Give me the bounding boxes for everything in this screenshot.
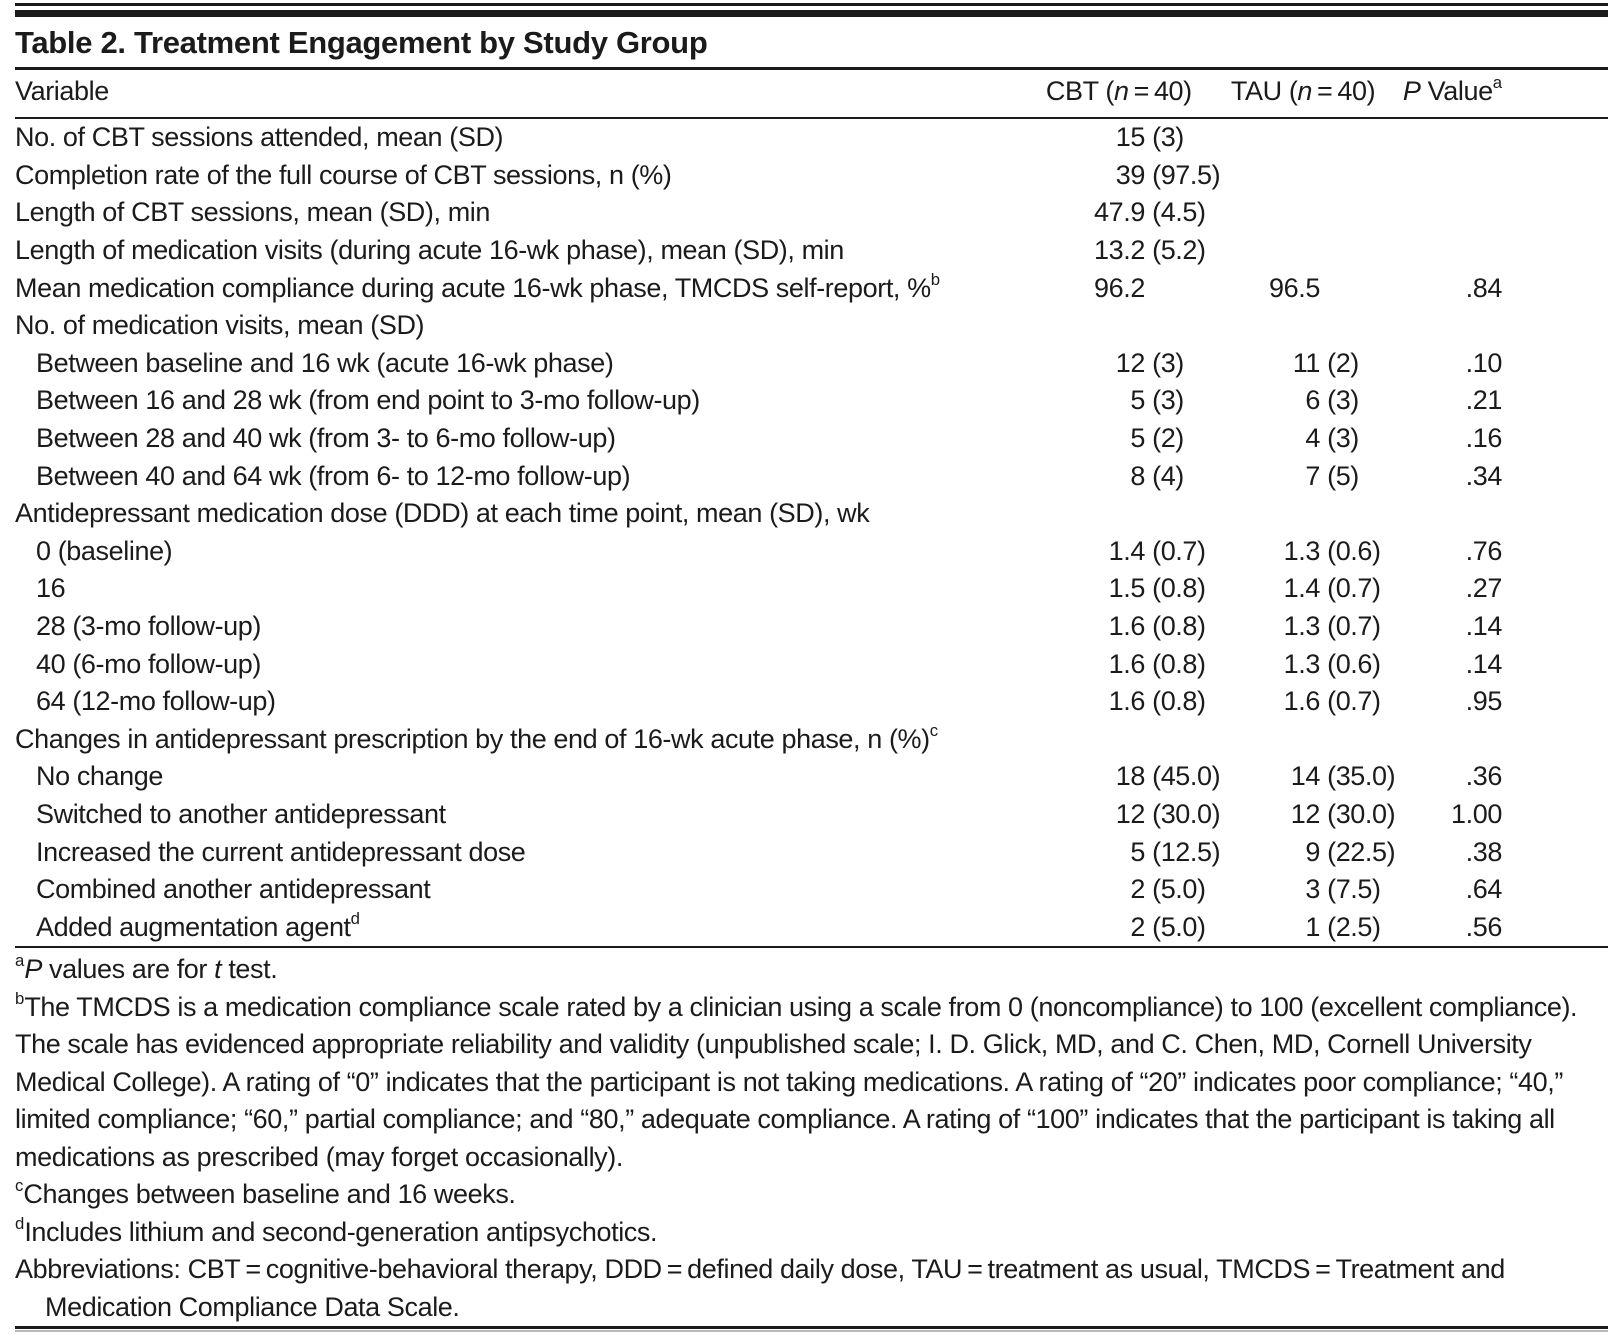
abbreviations-note bbox=[15, 1251, 1608, 1326]
text-segment: Changes in antidepressant prescription by the end of 16-wk acute phase, n (%) bbox=[15, 723, 930, 754]
cbt-value-number: 5 bbox=[1130, 836, 1145, 867]
tau-value-sd: (3) bbox=[1320, 385, 1359, 416]
p-value: .84 bbox=[1465, 272, 1502, 303]
cbt-value-number: 13.2 bbox=[1094, 235, 1145, 266]
p-value: .34 bbox=[1465, 460, 1502, 491]
row-label bbox=[15, 799, 1050, 830]
row-label bbox=[15, 197, 1050, 228]
tau-value-sd: (35.0) bbox=[1320, 761, 1396, 792]
cbt-value-sd: (2) bbox=[1145, 423, 1184, 454]
cbt-value-sd: (0.8) bbox=[1145, 648, 1206, 679]
text-segment: 40 (6-mo follow-up) bbox=[36, 648, 261, 679]
table-row bbox=[15, 457, 1608, 495]
cbt-value-number: 1.6 bbox=[1108, 611, 1145, 642]
text-segment: Increased the current antidepressant dose bbox=[36, 836, 526, 867]
superscript-marker: d bbox=[350, 909, 360, 929]
cbt-value-sd: (12.5) bbox=[1145, 836, 1221, 867]
cbt-value-sd: (5.2) bbox=[1145, 235, 1206, 266]
footnotes bbox=[15, 948, 1608, 1326]
cbt-value bbox=[1050, 649, 1235, 680]
text-segment: = 40) bbox=[1128, 76, 1192, 106]
tau-value bbox=[1235, 799, 1435, 830]
tau-value-number: 9 bbox=[1305, 836, 1320, 867]
tau-value bbox=[1235, 573, 1435, 604]
p-value: .56 bbox=[1465, 911, 1502, 942]
p-value: .64 bbox=[1465, 874, 1502, 905]
cbt-value-sd bbox=[1145, 273, 1235, 304]
column-header-variable bbox=[15, 76, 1018, 107]
tau-value-number: 3 bbox=[1305, 874, 1320, 905]
superscript-marker: d bbox=[15, 1213, 25, 1233]
tau-value-sd: (7.5) bbox=[1320, 874, 1381, 905]
cbt-value bbox=[1050, 461, 1235, 492]
cbt-value-number: 18 bbox=[1115, 761, 1145, 792]
tau-value-number: 1.3 bbox=[1283, 611, 1320, 642]
row-label bbox=[15, 461, 1050, 492]
row-label bbox=[15, 235, 1050, 266]
tau-value-number: 12 bbox=[1290, 798, 1320, 829]
cbt-value-sd: (3) bbox=[1145, 347, 1184, 378]
cbt-value-sd: (45.0) bbox=[1145, 761, 1221, 792]
cbt-value bbox=[1050, 686, 1235, 717]
row-label bbox=[15, 385, 1050, 416]
p-value: .76 bbox=[1465, 535, 1502, 566]
row-label bbox=[15, 686, 1050, 717]
table-row bbox=[15, 420, 1608, 458]
text-segment: No. of CBT sessions attended, mean (SD) bbox=[15, 122, 504, 153]
table-body bbox=[15, 119, 1608, 946]
row-label bbox=[15, 498, 1050, 529]
cbt-value-sd: (0.8) bbox=[1145, 686, 1206, 717]
tau-value bbox=[1235, 536, 1435, 567]
cbt-value-number: 12 bbox=[1115, 798, 1145, 829]
text-segment: Completion rate of the full course of CBT sessions, n (%) bbox=[15, 159, 672, 190]
tau-value-number: 1.4 bbox=[1283, 573, 1320, 604]
tau-value-number: 4 bbox=[1305, 423, 1320, 454]
p-value: .27 bbox=[1465, 573, 1502, 604]
cbt-value-number: 1.6 bbox=[1108, 686, 1145, 717]
text-segment: Switched to another antidepressant bbox=[36, 798, 446, 829]
cbt-value bbox=[1050, 573, 1235, 604]
cbt-value-number: 2 bbox=[1130, 911, 1145, 942]
text-segment: Changes between baseline and 16 weeks. bbox=[23, 1179, 516, 1210]
text-segment: t bbox=[214, 954, 222, 985]
cbt-value bbox=[1050, 197, 1235, 228]
superscript-marker: a bbox=[1492, 73, 1502, 93]
cbt-value-sd: (0.7) bbox=[1145, 535, 1206, 566]
cbt-value bbox=[1050, 348, 1235, 379]
cbt-value-sd: (4.5) bbox=[1145, 197, 1206, 228]
column-header-tau bbox=[1203, 76, 1403, 107]
text-segment: Length of medication visits (during acute 16-wk phase), mean (SD), min bbox=[15, 235, 844, 266]
cbt-value-sd: (30.0) bbox=[1145, 798, 1221, 829]
top-thick-rule bbox=[15, 10, 1608, 17]
cbt-value-sd: (0.8) bbox=[1145, 573, 1206, 604]
tau-value bbox=[1235, 461, 1435, 492]
table-row bbox=[15, 345, 1608, 383]
table-row bbox=[15, 495, 1608, 533]
tau-value-sd: (2.5) bbox=[1320, 911, 1381, 942]
superscript-marker: a bbox=[15, 951, 25, 971]
p-value: .10 bbox=[1465, 347, 1502, 378]
table-row bbox=[15, 608, 1608, 646]
row-label bbox=[15, 160, 1050, 191]
column-header-pvalue bbox=[1402, 73, 1502, 107]
tau-value-number: 96.5 bbox=[1269, 272, 1320, 303]
cbt-value bbox=[1050, 423, 1235, 454]
footnote-b bbox=[15, 989, 1608, 1177]
tau-value bbox=[1235, 273, 1435, 304]
table-row bbox=[15, 683, 1608, 721]
tau-value-sd: (0.6) bbox=[1320, 535, 1381, 566]
tau-value bbox=[1235, 348, 1435, 379]
cbt-value bbox=[1050, 837, 1235, 868]
table-row bbox=[15, 157, 1608, 195]
text-segment: TAU ( bbox=[1230, 76, 1298, 106]
tau-value bbox=[1235, 611, 1435, 642]
table-row bbox=[15, 119, 1608, 157]
row-label bbox=[15, 721, 1050, 755]
table-row bbox=[15, 269, 1608, 307]
row-label bbox=[15, 270, 1050, 304]
text-segment: CBT ( bbox=[1045, 76, 1114, 106]
bottom-gray-rule bbox=[15, 1330, 1608, 1332]
superscript-marker: c bbox=[929, 721, 939, 741]
tau-value-sd: (0.7) bbox=[1320, 686, 1381, 717]
text-segment: Combined another antidepressant bbox=[36, 874, 431, 905]
row-label bbox=[15, 423, 1050, 454]
table-row bbox=[15, 833, 1608, 871]
p-value: 1.00 bbox=[1451, 798, 1502, 829]
text-segment: 28 (3-mo follow-up) bbox=[36, 611, 261, 642]
cbt-value bbox=[1050, 235, 1235, 266]
table-row bbox=[15, 570, 1608, 608]
text-segment: P bbox=[1402, 76, 1421, 106]
tau-value bbox=[1235, 912, 1435, 943]
tau-value-number: 1.3 bbox=[1283, 535, 1320, 566]
table-row bbox=[15, 758, 1608, 796]
p-value: .21 bbox=[1465, 385, 1502, 416]
row-label bbox=[15, 122, 1050, 153]
cbt-value-number: 1.5 bbox=[1108, 573, 1145, 604]
cbt-value bbox=[1050, 611, 1235, 642]
tau-value-number: 11 bbox=[1292, 347, 1320, 378]
p-value: .14 bbox=[1465, 611, 1502, 642]
column-header-cbt-text bbox=[1018, 76, 1192, 107]
tau-value-sd: (5) bbox=[1320, 460, 1359, 491]
text-segment: values are for bbox=[41, 954, 215, 985]
cbt-value-sd: (5.0) bbox=[1145, 874, 1206, 905]
tau-value-sd: (22.5) bbox=[1320, 836, 1396, 867]
cbt-value-number: 5 bbox=[1130, 385, 1145, 416]
text-segment: Length of CBT sessions, mean (SD), min bbox=[15, 197, 491, 228]
cbt-value-number: 96.2 bbox=[1094, 272, 1145, 303]
text-segment: Between 16 and 28 wk (from end point to 3-mo follow-up) bbox=[36, 385, 700, 416]
column-header-tau-text bbox=[1203, 76, 1375, 107]
row-label bbox=[15, 837, 1050, 868]
text-segment: No change bbox=[36, 761, 163, 792]
cbt-value-number: 15 bbox=[1115, 122, 1145, 153]
cbt-value-number: 5 bbox=[1130, 423, 1145, 454]
cbt-value bbox=[1050, 273, 1235, 304]
text-segment: Abbreviations: CBT = cognitive-behavioral therapy, DDD = defined daily dose, TAU = treatment as usual, TMCDS = Treatment and Medication Compliance Data Scale. bbox=[15, 1254, 1505, 1322]
tau-value bbox=[1235, 874, 1435, 905]
tau-value-sd: (0.7) bbox=[1320, 611, 1381, 642]
cbt-value bbox=[1050, 160, 1235, 191]
footnote-d bbox=[15, 1214, 1608, 1252]
cbt-value-sd: (0.8) bbox=[1145, 611, 1206, 642]
text-segment: Variable bbox=[15, 76, 109, 106]
superscript-marker: b bbox=[15, 988, 25, 1008]
tau-value-number: 1.6 bbox=[1283, 686, 1320, 717]
cbt-value bbox=[1050, 761, 1235, 792]
tau-value-sd bbox=[1320, 273, 1435, 304]
row-label bbox=[15, 874, 1050, 905]
cbt-value-sd: (3) bbox=[1145, 385, 1184, 416]
superscript-marker: c bbox=[15, 1176, 24, 1196]
text-segment: Mean medication compliance during acute 16-wk phase, TMCDS self-report, % bbox=[15, 272, 931, 303]
text-segment: test. bbox=[221, 954, 278, 985]
text-segment: 64 (12-mo follow-up) bbox=[36, 686, 276, 717]
table-row bbox=[15, 307, 1608, 345]
tau-value-sd: (0.7) bbox=[1320, 573, 1381, 604]
tau-value bbox=[1235, 686, 1435, 717]
table-row bbox=[15, 533, 1608, 571]
cbt-value-number: 47.9 bbox=[1094, 197, 1145, 228]
cbt-value-sd: (5.0) bbox=[1145, 911, 1206, 942]
tau-value-number: 1 bbox=[1305, 911, 1320, 942]
cbt-value-number: 8 bbox=[1130, 460, 1145, 491]
table-row bbox=[15, 194, 1608, 232]
superscript-marker: b bbox=[930, 270, 941, 289]
cbt-value-number: 12 bbox=[1115, 347, 1145, 378]
text-segment: No. of medication visits, mean (SD) bbox=[15, 310, 425, 341]
row-label bbox=[15, 348, 1050, 379]
row-label bbox=[15, 649, 1050, 680]
text-segment: 0 (baseline) bbox=[36, 535, 173, 566]
tau-value-number: 6 bbox=[1305, 385, 1320, 416]
cbt-value-number: 2 bbox=[1130, 874, 1145, 905]
row-label bbox=[15, 761, 1050, 792]
table-row bbox=[15, 382, 1608, 420]
tau-value-number: 7 bbox=[1305, 460, 1320, 491]
tau-value bbox=[1235, 761, 1435, 792]
p-value: .14 bbox=[1465, 648, 1502, 679]
bottom-black-rule bbox=[15, 1326, 1608, 1329]
tau-value bbox=[1235, 649, 1435, 680]
text-segment: n bbox=[1113, 76, 1129, 106]
table-row bbox=[15, 871, 1608, 909]
table-row bbox=[15, 645, 1608, 683]
tau-value bbox=[1235, 385, 1435, 416]
cbt-value-number: 39 bbox=[1115, 159, 1145, 190]
p-value: .38 bbox=[1465, 836, 1502, 867]
row-label bbox=[15, 310, 1050, 341]
row-label bbox=[15, 536, 1050, 567]
cbt-value-number: 1.6 bbox=[1108, 648, 1145, 679]
text-segment: Includes lithium and second-generation antipsychotics. bbox=[24, 1216, 658, 1247]
text-segment: Added augmentation agent bbox=[36, 911, 351, 942]
tau-value bbox=[1235, 837, 1435, 868]
footnote-a bbox=[15, 951, 1608, 989]
text-segment: Antidepressant medication dose (DDD) at each time point, mean (SD), wk bbox=[15, 498, 870, 529]
cbt-value bbox=[1050, 799, 1235, 830]
table-row bbox=[15, 908, 1608, 946]
top-hairline-rule bbox=[15, 3, 1608, 6]
footnote-c bbox=[15, 1176, 1608, 1214]
text-segment: Between baseline and 16 wk (acute 16-wk phase) bbox=[36, 347, 614, 378]
text-segment: = 40) bbox=[1312, 76, 1376, 106]
tau-value-sd: (0.6) bbox=[1320, 648, 1381, 679]
p-value: .16 bbox=[1465, 423, 1502, 454]
row-label bbox=[15, 909, 1050, 943]
cbt-value bbox=[1050, 122, 1235, 153]
text-segment: The TMCDS is a medication compliance scale rated by a clinician using a scale from 0 (noncompliance) to 100 (excellent compliance). The scale has evidenced appropriate reliability and validity (unpublished scale; I. D. Glick, MD, and C. Chen, MD, Cornell University Medical College). A rating of “0” indicates that the participant is not taking medications. A rating of “20” indicates poor compliance; “40,” limited compliance; “60,” partial compliance; and “80,” adequate compliance. A rating of “100” indicates that the participant is taking all medications as prescribed (may forget occasionally). bbox=[15, 991, 1578, 1172]
text-segment: n bbox=[1297, 76, 1313, 106]
cbt-value-number: 1.4 bbox=[1108, 535, 1145, 566]
tau-value-number: 1.3 bbox=[1283, 648, 1320, 679]
cbt-value bbox=[1050, 536, 1235, 567]
cbt-value bbox=[1050, 385, 1235, 416]
tau-value-sd: (30.0) bbox=[1320, 798, 1396, 829]
tau-value-sd: (3) bbox=[1320, 423, 1359, 454]
text-segment: Value bbox=[1420, 76, 1493, 106]
cbt-value-sd: (97.5) bbox=[1145, 159, 1221, 190]
table-row bbox=[15, 232, 1608, 270]
row-label bbox=[15, 611, 1050, 642]
cbt-value bbox=[1050, 874, 1235, 905]
tau-value-sd: (2) bbox=[1320, 347, 1359, 378]
p-value: .95 bbox=[1465, 686, 1502, 717]
row-label bbox=[15, 573, 1050, 604]
table-title: Table 2. Treatment Engagement by Study Group bbox=[15, 25, 708, 60]
column-header-cbt bbox=[1018, 76, 1203, 107]
text-segment: Between 40 and 64 wk (from 6- to 12-mo follow-up) bbox=[36, 460, 631, 491]
text-segment: 16 bbox=[36, 573, 66, 604]
cbt-value-sd: (3) bbox=[1145, 122, 1184, 153]
tau-value bbox=[1235, 423, 1435, 454]
table-row bbox=[15, 796, 1608, 834]
text-segment: Between 28 and 40 wk (from 3- to 6-mo follow-up) bbox=[36, 423, 616, 454]
cbt-value-sd: (4) bbox=[1145, 460, 1184, 491]
text-segment: P bbox=[24, 954, 42, 985]
cbt-value bbox=[1050, 912, 1235, 943]
tau-value-number: 14 bbox=[1290, 761, 1320, 792]
table-header-row bbox=[15, 70, 1608, 117]
p-value: .36 bbox=[1465, 761, 1502, 792]
table-row bbox=[15, 721, 1608, 759]
